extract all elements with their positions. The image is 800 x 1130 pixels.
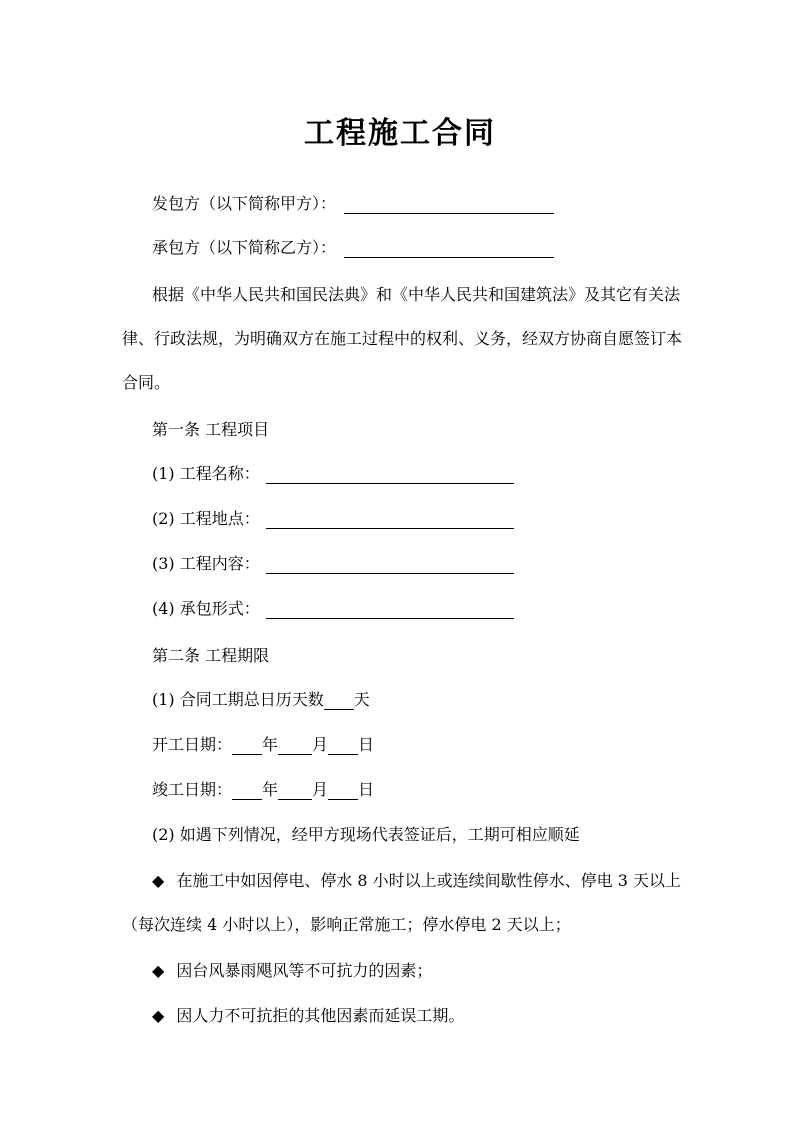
total-days-label: (1) 合同工期总日历天数 xyxy=(152,690,324,709)
days-unit: 天 xyxy=(353,690,370,709)
item-label: (1) 工程名称： xyxy=(152,464,260,483)
party-b-line xyxy=(152,238,554,258)
bullet-3 xyxy=(152,1006,464,1026)
item-blank xyxy=(266,467,514,484)
intro-line-2: 律、行政法规，为明确双方在施工过程中的权利、义务，经双方协商自愿签订本 xyxy=(122,329,683,348)
party-a-line xyxy=(152,194,554,214)
diamond-bullet-icon: ◆ xyxy=(152,1006,165,1025)
party-a-blank xyxy=(344,197,554,214)
intro-line-1: 根据《中华人民共和国民法典》和《中华人民共和国建筑法》及其它有关法 xyxy=(152,285,681,304)
year-unit: 年 xyxy=(262,780,279,799)
item-project-content xyxy=(152,554,514,574)
item-blank xyxy=(266,602,514,619)
end-date-label: 竣工日期： xyxy=(152,780,233,799)
start-date-line xyxy=(152,735,374,755)
party-b-blank xyxy=(344,241,554,258)
item-label: (4) 承包形式： xyxy=(152,599,260,618)
party-a-label: 发包方（以下简称甲方）： xyxy=(152,194,337,213)
bullet-text: 因台风暴雨飓风等不可抗力的因素； xyxy=(176,961,433,980)
total-days-line xyxy=(152,690,370,710)
item-label: (3) 工程内容： xyxy=(152,554,260,573)
bullet-text: 因人力不可抗拒的其他因素而延误工期。 xyxy=(176,1006,465,1025)
article-1-heading: 第一条 工程项目 xyxy=(152,420,270,439)
month-blank xyxy=(278,783,312,800)
diamond-bullet-icon: ◆ xyxy=(152,871,165,890)
month-unit: 月 xyxy=(312,780,329,799)
end-date-line xyxy=(152,780,374,800)
day-blank xyxy=(328,783,358,800)
month-blank xyxy=(278,738,312,755)
day-blank xyxy=(328,738,358,755)
month-unit: 月 xyxy=(312,735,329,754)
year-blank xyxy=(232,738,262,755)
document-title: 工程施工合同 xyxy=(304,116,496,151)
bullet-2 xyxy=(152,961,432,981)
year-unit: 年 xyxy=(262,735,279,754)
intro-line-3: 合同。 xyxy=(122,373,171,392)
day-unit: 日 xyxy=(358,780,375,799)
article-2-heading: 第二条 工程期限 xyxy=(152,646,270,665)
delay-intro: (2) 如遇下列情况，经甲方现场代表签证后，工期可相应顺延 xyxy=(152,825,580,844)
bullet-text: 在施工中如因停电、停水 8 小时以上或连续间歇性停水、停电 3 天以上 xyxy=(176,871,682,890)
bullet-1-line-2: （每次连续 4 小时以上），影响正常施工；停水停电 2 天以上； xyxy=(122,915,571,934)
item-project-location xyxy=(152,509,514,529)
item-label: (2) 工程地点： xyxy=(152,509,260,528)
diamond-bullet-icon: ◆ xyxy=(152,961,165,980)
item-project-name xyxy=(152,464,514,484)
day-unit: 日 xyxy=(358,735,375,754)
item-contract-form xyxy=(152,599,514,619)
total-days-blank xyxy=(324,693,354,710)
bullet-1-line-1 xyxy=(152,871,681,891)
year-blank xyxy=(232,783,262,800)
item-blank xyxy=(266,557,514,574)
start-date-label: 开工日期： xyxy=(152,735,233,754)
item-blank xyxy=(266,512,514,529)
party-b-label: 承包方（以下简称乙方）： xyxy=(152,238,337,257)
